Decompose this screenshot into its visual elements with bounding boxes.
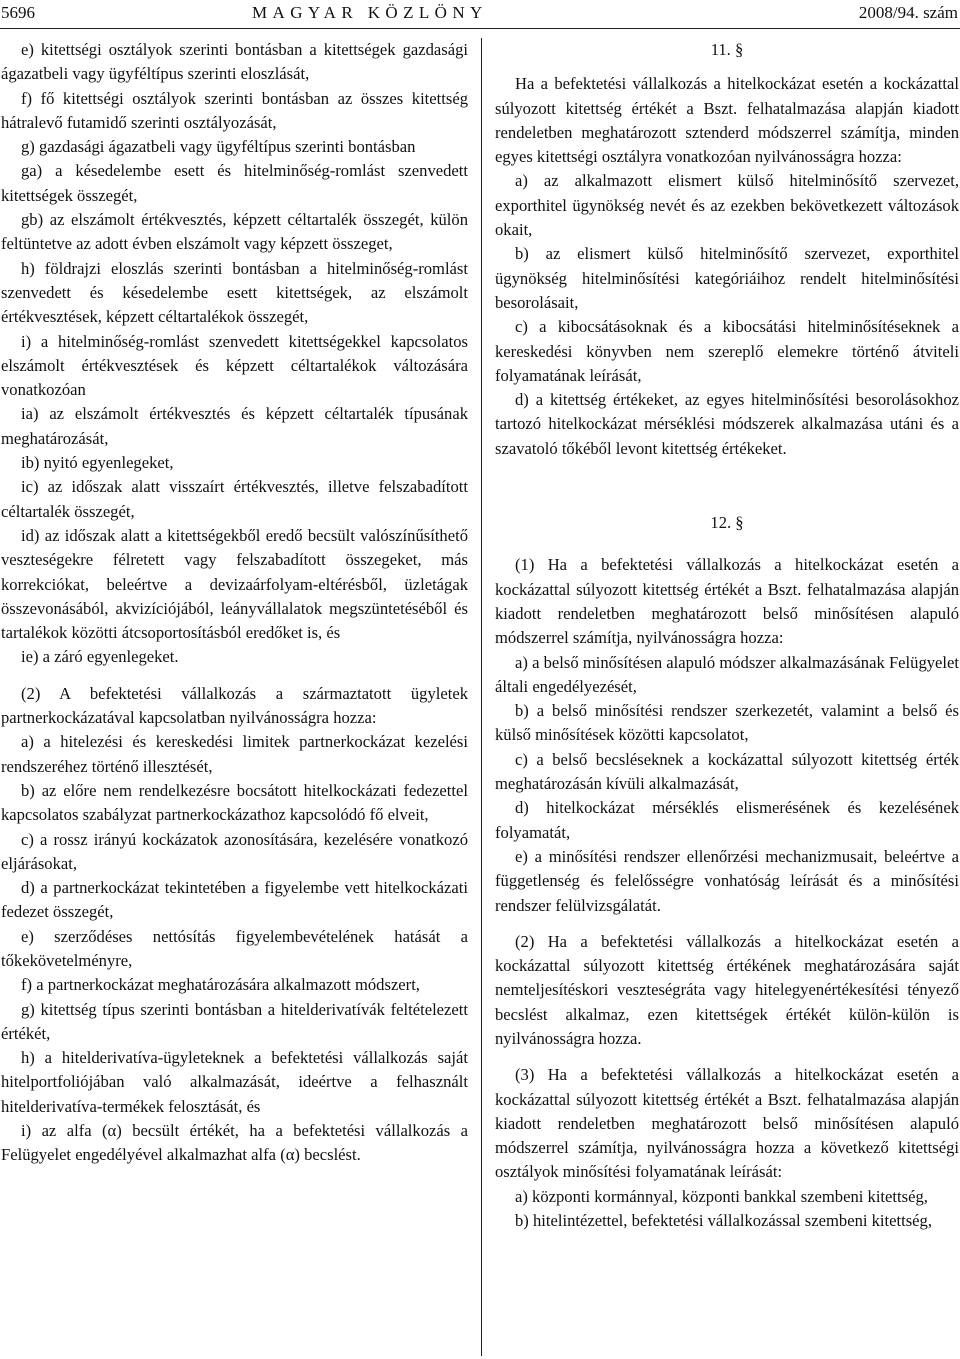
paragraph: ga) a késedelembe esett és hitelminőség-romlást szenvedett kitettségek összegét, [1, 161, 468, 205]
paragraph: ib) nyitó egyenlegeket, [21, 453, 174, 473]
page-number: 5696 [1, 3, 35, 22]
section-title: 11. § [710, 40, 744, 59]
paragraph: b) a belső minősítési rendszer szerkezetét, valamint a belső és külső minősítések közötti kapcsolatot, [495, 701, 959, 745]
paragraph: a) a belső minősítésen alapuló módszer alkalmazásának Felügyelet általi engedélyezését, [495, 652, 959, 696]
paragraph: (3) Ha a befektetési vállalkozás a hitelkockázat esetén a kockázattal súlyozott kitettség értékét a Bszt. felhatalmazása alapján kiadott rendeletben meghatározott belső minősítésen alapuló módszerrel számítja, nyilvánosságra hozza a következő kitettségi osztályok minősítési folyamatának leírását: [495, 1065, 959, 1182]
paragraph: d) hitelkockázat mérséklés elismerésének és kezelésének folyamatát, [495, 798, 959, 842]
paragraph: c) a rossz irányú kockázatok azonosítására, kezelésére vonatkozó eljárásokat, [1, 829, 468, 873]
paragraph: a) a hitelezési és kereskedési limitek partnerkockázat kezelési rendszeréhez történő illesztését, [1, 732, 468, 776]
paragraph: e) a minősítési rendszer ellenőrzési mechanizmusait, beleértve a függetlenség és felelősségre vonhatóság leírását és a minősítési rendszer felülvizsgálatát. [495, 846, 959, 915]
paragraph: d) a kitettség értékeket, az egyes hitelminősítési besorolásokhoz tartozó hitelkockázat mérséklési módszerek alkalmazása utáni és a szavatoló tőkéből levont kitettség értékeket. [495, 390, 959, 458]
paragraph: ie) a záró egyenlegeket. [21, 647, 179, 667]
paragraph: a) központi kormánnyal, központi bankkal szembeni kitettség, [515, 1186, 928, 1206]
paragraph: f) fő kitettségi osztályok szerinti bontásban az összes kitettség hátralevő futamidő szerinti osztályozását, [1, 88, 468, 132]
paragraph: b) hitelintézettel, befektetési vállalkozással szembeni kitettség, [515, 1211, 932, 1231]
left-column [1, 38, 468, 1168]
column-divider [481, 38, 482, 1356]
paragraph: ia) az elszámolt értékvesztés és képzett céltartalék típusának meghatározását, [1, 404, 468, 448]
paragraph: e) kitettségi osztályok szerinti bontásban a kitettségek gazdasági ágazatbeli vagy ügyféltípus szerinti eloszlását, [1, 40, 468, 84]
right-column [495, 38, 959, 1233]
paragraph: g) gazdasági ágazatbeli vagy ügyféltípus szerinti bontásban [21, 137, 416, 157]
paragraph: i) az alfa (α) becsült értékét, ha a befektetési vállalkozás a Felügyelet engedélyével alkalmazhat alfa (α) becslést. [1, 1121, 468, 1165]
paragraph: b) az elismert külső hitelminősítő szervezet, exporthitel ügynökség hitelminősítési kategóriáihoz rendelt hitelminősítési besorolásait, [495, 244, 959, 312]
paragraph: e) szerződéses nettósítás figyelembevételének hatását a tőkekövetelményre, [1, 926, 468, 970]
paragraph: (2) Ha a befektetési vállalkozás a hitelkockázat esetén a kockázattal súlyozott kitettség értékének meghatározására saját nemteljesítéskori veszteségráta vagy hitelegyenértékesítési tényező becslést alkalmaz, ezen kitettségek értékét külön-külön is nyilvánosságra hozza. [495, 931, 959, 1048]
paragraph: g) kitettség típus szerinti bontásban a hitelderivatívák feltételezett értékét, [1, 999, 468, 1043]
paragraph: (1) Ha a befektetési vállalkozás a hitelkockázat esetén a kockázattal súlyozott kitettség értékét a Bszt. felhatalmazása alapján kiadott rendeletben meghatározott belső minősítésen alapuló módszerrel számítja, nyilvánosságra hozza: [495, 555, 959, 648]
issue-number: 2008/94. szám [858, 3, 958, 22]
paragraph: a) az alkalmazott elismert külső hitelminősítő szervezet, exporthitel ügynökség nevét és az ezekben bekövetkezett változások okait, [495, 171, 959, 240]
paragraph: ic) az időszak alatt visszaírt értékvesztés, illetve felszabadított céltartalék összegét, [1, 477, 468, 521]
paragraph: Ha a befektetési vállalkozás a hitelkockázat esetén a kockázattal súlyozott kitettség értékét a Bszt. felhatalmazása alapján kiadott rendeletben meghatározott sztenderd módszerrel számítja, minden egyes kitettségi osztályra vonatkozóan nyilvánosságra hozza: [495, 74, 959, 167]
page-header [0, 0, 960, 29]
paragraph: h) a hitelderivatíva-ügyleteknek a befektetési vállalkozás saját hitelportfoliójában való alkalmazását, ideértve a felhasznált hitelderivatíva-termékek felosztását, és [1, 1048, 468, 1116]
paragraph: gb) az elszámolt értékvesztés, képzett céltartalék összegét, külön feltüntetve az adott évben elszámolt vagy képzett összeget, [1, 210, 468, 254]
journal-title: MAGYAR KÖZLÖNY [252, 3, 488, 22]
paragraph: h) földrajzi eloszlás szerinti bontásban a hitelminőség-romlást szenvedett és késedelembe esett kitettségek, az elszámolt értékvesztések, képzett céltartalékok összegét, [1, 258, 468, 327]
paragraph: (2) A befektetési vállalkozás a származtatott ügyletek partnerkockázatával kapcsolatban nyilvánosságra hozza: [1, 683, 468, 728]
paragraph: b) az előre nem rendelkezésre bocsátott hitelkockázati fedezettel kapcsolatos szabályzat partnerkockázathoz kapcsolódó fő elveit, [1, 780, 468, 825]
paragraph: d) a partnerkockázat tekintetében a figyelembe vett hitelkockázati fedezet összegét, [1, 878, 468, 922]
paragraph: c) a kibocsátásoknak és a kibocsátási hitelminősítéseknek a kereskedési könyvben nem szereplő elemekre történő átviteli folyamatának leírását, [495, 317, 959, 385]
section-title: 12. § [710, 513, 744, 533]
paragraph: id) az időszak alatt a kitettségekből eredő becsült valószínűsíthető veszteségekre félretett vagy felszabadított összegeket, más korrekciókat, beleértve a devizaárfolyam-eltérésből, üzletágak összevonásából, akvizíciójából, leányvállalatok megszüntetéséből és tartalékok közötti átcsoportosításból eredőket is, és [1, 525, 468, 643]
paragraph: i) a hitelminőség-romlást szenvedett kitettségekkel kapcsolatos elszámolt értékvesztések és képzett céltartalékok változására vonatkozóan [1, 331, 468, 400]
paragraph: c) a belső becsléseknek a kockázattal súlyozott kitettség érték meghatározásán kívüli alkalmazását, [495, 749, 959, 794]
paragraph: f) a partnerkockázat meghatározására alkalmazott módszert, [21, 975, 420, 995]
